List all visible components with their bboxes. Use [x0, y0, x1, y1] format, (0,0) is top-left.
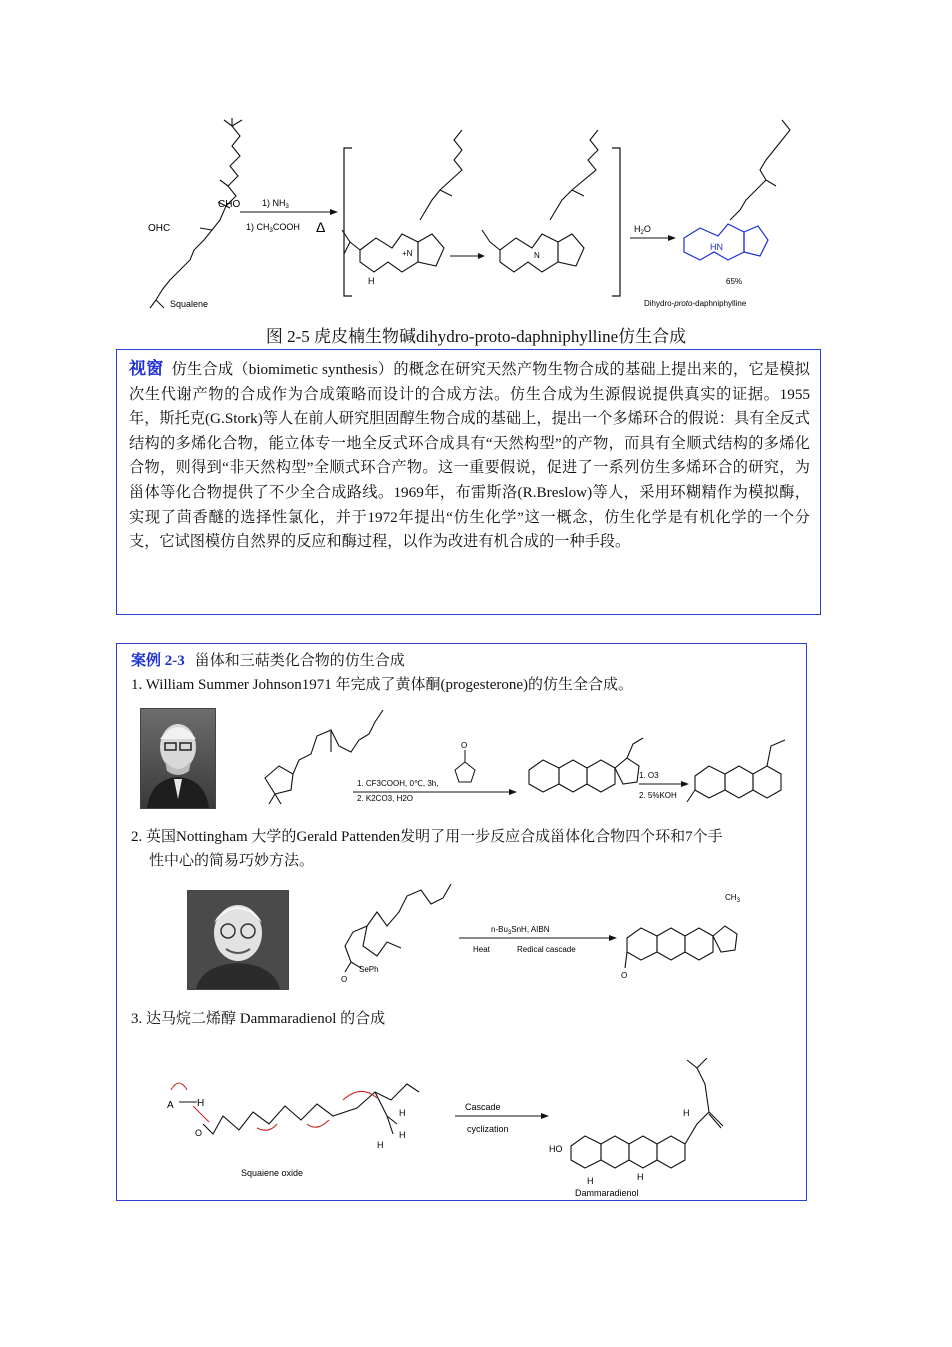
reagent-2b: Heat — [473, 945, 490, 954]
delta-symbol: Δ — [316, 219, 326, 235]
product-h-1: H — [683, 1108, 690, 1118]
reagent-2a: $n-Bu_3SnH$, AIBN — [491, 925, 550, 936]
case-box — [116, 643, 807, 1201]
case-title: 甾体和三萜类化合物的仿生合成 — [194, 653, 405, 669]
reagent-1d: 2. 5%KOH — [639, 791, 677, 800]
ch3-label: $CH_3$ — [725, 893, 740, 904]
window-text: 仿生合成（biomimetic synthesis）的概念在研究天然产物生物合成的基础上提出来的，它是模拟次生代谢产物的合成作为合成策略而设计的合成方法。仿生合成为生源假说提供真实的证据。1955年，斯托克(G.Stork)等人在前人研究胆固醇生物合成的基础上，提出一个多烯环合的假说：具有全反式结构的多烯化合物，能立体专一地全反式环合成具有“天然构型”的产物，而具有全顺式结构的多烯化合物，则得到“非天然构型”全顺式环合产物。这一重要假说，促进了一系列仿生多烯环合的研究，为甾体等化合物提供了不少全合成路线。1969年，布雷斯洛(R.Breslow)等人，采用环糊精作为模拟酶，实现了茴香醚的选择性氯化，并于1972年提出“仿生化学”这一概念，仿生化学是有机化学的一个分支，它试图模仿自然界的反应和酶过程，以作为改进有机合成的一种手段。 — [129, 361, 810, 551]
seph-label: SePh — [359, 965, 379, 974]
product-label: Dihydro-proto-daphniphylline — [644, 299, 747, 308]
product-h-2: H — [637, 1172, 644, 1182]
steroid-product — [625, 926, 737, 968]
reagent-2c: Redical cascade — [517, 945, 576, 954]
ah-h-label: H — [197, 1098, 205, 1109]
methylene-h-3: H — [377, 1140, 384, 1150]
h-label: H — [368, 276, 375, 286]
reagent-acetic-acid: 1) $CH_3COOH$ — [246, 222, 300, 234]
product-core — [684, 224, 768, 260]
ethylene-carbonate — [455, 750, 475, 782]
nplus-label: +N — [402, 249, 413, 258]
yield-label: 65% — [726, 277, 743, 286]
methylene-h-1: H — [399, 1108, 406, 1118]
product-chain — [730, 120, 790, 220]
scheme-progesterone — [247, 706, 797, 816]
squalene-oxide-label: Squaiene oxide — [241, 1168, 304, 1178]
cho-label: CHO — [218, 199, 241, 210]
reagent-water: $H_2O$ — [634, 224, 651, 236]
case-heading — [131, 649, 405, 670]
figure-caption: 图 2-5 虎皮楠生物碱dihydro-proto-daphniphylline仿生合成 — [265, 327, 687, 346]
ketone-o-label: O — [341, 975, 348, 984]
case-item-1: 1. William Summer Johnson1971 年完成了黄体酮(progesterone)的仿生全合成。 — [131, 677, 633, 693]
window-paragraph — [129, 357, 810, 555]
methylene-h-2: H — [399, 1130, 406, 1140]
product-h-3: H — [587, 1176, 594, 1186]
cyclization-label: cyclization — [467, 1124, 509, 1134]
portrait-pattenden-icon — [188, 891, 288, 989]
product-ho-label: HO — [549, 1144, 563, 1154]
intermediate-2 — [482, 130, 598, 272]
photo-pattenden — [187, 890, 289, 990]
reagent-nh3: 1) $NH_3$ — [262, 198, 289, 210]
case-item-3: 3. 达马烷二烯醇 Dammaradienol 的合成 — [131, 1011, 386, 1027]
bracket-right — [612, 148, 620, 296]
bracket-left — [344, 148, 352, 296]
ah-label: A — [167, 1100, 174, 1111]
dammaradienol-structure — [571, 1058, 723, 1168]
scheme-pattenden — [327, 882, 787, 992]
reagent-1c: 1. O3 — [639, 771, 659, 780]
squalene-label: Squalene — [170, 299, 209, 309]
progesterone-structure — [687, 740, 785, 802]
carbonate-o: O — [461, 741, 468, 750]
ohc-label: OHC — [148, 223, 171, 234]
scheme-dammaradienol — [157, 1054, 777, 1199]
cascade-label: Cascade — [465, 1102, 501, 1112]
dammaradienol-label: Dammaradienol — [575, 1188, 639, 1198]
case-item-2-line-1: 2. 英国Nottingham 大学的Gerald Pattenden发明了用一步反应合成甾体化合物四个环和7个手 — [131, 829, 723, 845]
tetracyclic-intermediate — [529, 738, 643, 792]
photo-johnson — [140, 708, 216, 809]
case-label: 案例 2-3 — [131, 653, 185, 669]
window-box — [116, 349, 821, 615]
product-o-label: O — [621, 971, 628, 980]
reagent-1a: 1. CF3COOH, 0℃, 3h, — [357, 779, 439, 788]
epoxide-o-label: O — [195, 1128, 203, 1138]
window-label: 视窗 — [129, 359, 164, 378]
portrait-johnson-icon — [141, 709, 215, 808]
reagent-1b: 2. K2CO3, H2O — [357, 794, 414, 803]
hn-label: HN — [710, 242, 723, 252]
n-label: N — [534, 251, 540, 260]
case-item-2-line-2: 性中心的简易巧妙方法。 — [149, 853, 315, 869]
scheme-daphniphylline — [120, 110, 820, 320]
